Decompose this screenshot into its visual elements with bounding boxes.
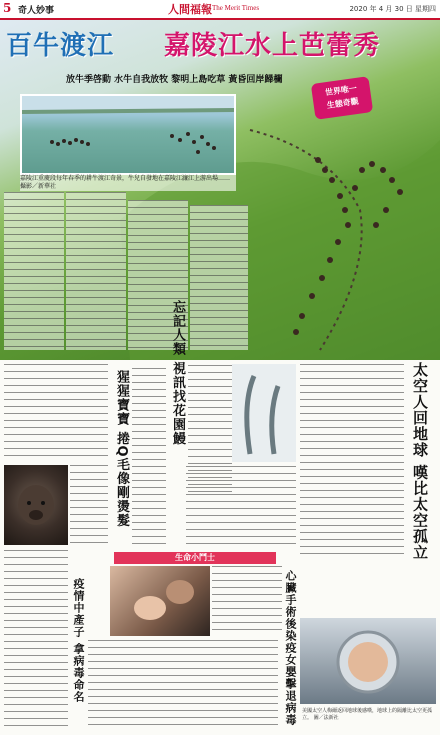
section-name: 奇人妙事 [18,6,55,16]
baby-icon [110,566,210,636]
garden-eel-photo [232,364,296,462]
inset-river-photo [20,94,236,175]
inset-herd-illustration [22,96,234,173]
baby-headline: 疫情中產子 拿病毒命名 [72,578,85,703]
headline-right: 嘉陵江水上芭蕾秀 [164,31,381,61]
astronaut-headline: 太空人回地球 嘆比太空孤立 [411,362,429,561]
astronaut-credit: 圖／法新社 [313,715,339,721]
gorilla-text-col [132,368,166,548]
inset-caption-text: 嘉陵江重慶段每年春季的耕牛渡江奇景，牛兒自發地在嘉陵江濂江上游出場…… [20,175,231,182]
feature-body-col-4 [190,205,248,350]
eel-text-col-2 [186,466,296,548]
astronaut-icon [300,618,436,704]
page-header [0,0,440,20]
feature-subtitle: 放牛季啓動 水牛自我放牧 黎明上島吃草 黃昏回岸歸欄 [66,75,283,85]
garden-eel-icon [232,364,296,462]
astronaut-caption-text: 美國太空人梅爾返回地球後感嘆，地球上的隔離比太空更孤立。 [302,708,433,721]
astronaut-caption [302,708,436,722]
feature-body-col-2 [66,192,126,350]
inset-credit: 攝影／新華社 [20,183,57,190]
headline-left: 百牛渡江 [6,31,115,61]
astronaut-photo [300,618,436,704]
page-number: 5 [3,1,12,15]
sidebar-text [212,566,282,636]
baby-photo [110,566,210,636]
gorilla-photo [4,465,68,545]
baby-text [88,640,278,730]
gorilla-headline: 猩猩寶寶 捲Q毛像剛燙髮 [114,370,129,528]
gorilla-face-icon [4,465,68,545]
paper-logo-en: The Merit Times [212,4,260,12]
baby-story-left-text [4,550,68,730]
inset-caption [20,175,236,191]
gorilla-body-text-2 [70,465,108,545]
issue-date: 2020 年 4 月 30 日 星期四 [349,5,436,13]
paper-logo: 人間福報 [168,3,212,16]
astronaut-text [300,364,404,554]
sidebar-label: 生命小鬥士 [114,552,276,564]
eel-headline: 忘記人類 視訊找花園鰻 [170,300,185,446]
gorilla-body-text [4,364,108,460]
feature-body-col-1 [4,192,64,350]
badge-line-2: 生態奇觀 [326,96,360,111]
heart-headline: 心臟手術後染疫女嬰擊退病毒 [284,570,297,726]
badge-line-1: 世界唯一 [324,83,358,98]
